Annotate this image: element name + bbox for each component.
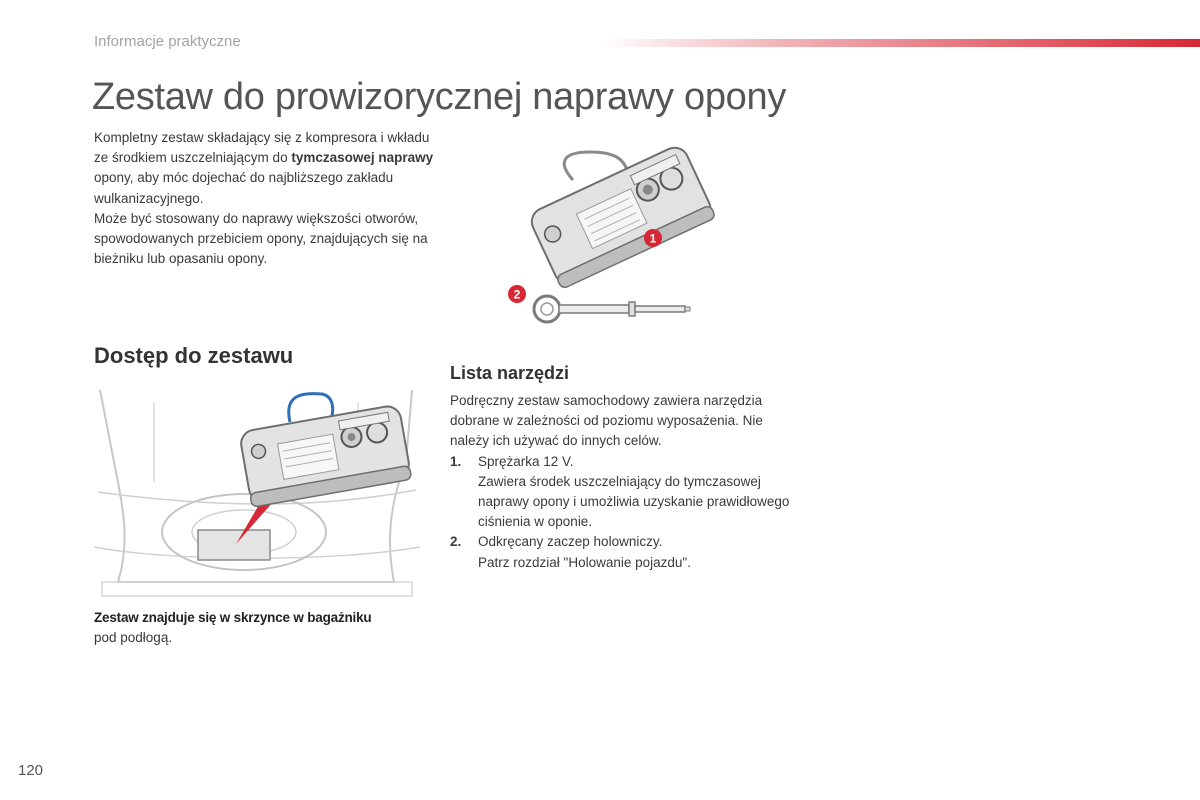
access-caption-bold: Zestaw znajduje się w skrzynce w bagażniku <box>94 610 372 625</box>
intro-text-2: opony, aby móc dojechać do najbliższego zakładu wulkanizacyjnego. <box>94 170 394 206</box>
tool-item-1-title: Sprężarka 12 V. <box>478 453 574 469</box>
page-title: Zestaw do prowizorycznej naprawy opony <box>92 76 787 118</box>
tools-section-title: Lista narzędzi <box>450 363 570 383</box>
intro-text-1: Kompletny zestaw składający się z kompresora i wkładu ze środkiem uszczelniającym do <box>94 130 430 166</box>
badge-2-label: 2 <box>513 287 521 302</box>
repair-kit-illustration <box>495 130 725 340</box>
badge-1-label: 1 <box>649 231 657 246</box>
storage-box <box>198 530 270 560</box>
tools-text-block <box>450 391 790 573</box>
header-accent-bar <box>600 39 1200 47</box>
tool-item-1-number: 1. <box>450 453 462 469</box>
intro-text-3: Może być stosowany do naprawy większości otworów, spowodowanych przebiciem opony, znajdujących się na bieżniku lub opasaniu opony. <box>94 210 428 267</box>
towing-eye <box>534 296 690 322</box>
access-caption-rest: pod podłogą. <box>94 630 173 645</box>
tools-intro: Podręczny zestaw samochodowy zawiera narzędzia dobrane w zależności od poziomu wyposażenia. Nie należy ich używać do innych celów. <box>450 393 763 449</box>
access-caption <box>94 608 424 648</box>
trunk-illustration <box>94 382 420 604</box>
section-header-label: Informacje praktyczne <box>94 33 241 50</box>
tool-item-2 <box>450 532 790 572</box>
tool-item-2-desc: Patrz rozdział "Holowanie pojazdu". <box>478 554 691 570</box>
tool-item-2-number: 2. <box>450 534 462 550</box>
intro-bold-text: tymczasowej naprawy <box>291 150 434 166</box>
trunk-compressor-case <box>239 404 412 507</box>
intro-paragraph <box>94 128 434 269</box>
compressor-case <box>527 143 716 289</box>
tool-item-1-desc: Zawiera środek uszczelniający do tymczasowej naprawy opony i umożliwia uzyskanie prawidłowego ciśnienia w oponie. <box>478 473 790 530</box>
tool-item-1 <box>450 452 790 533</box>
tool-item-2-title: Odkręcany zaczep holowniczy. <box>478 534 663 550</box>
access-section-title: Dostęp do zestawu <box>94 343 294 368</box>
page-number: 120 <box>18 762 44 779</box>
